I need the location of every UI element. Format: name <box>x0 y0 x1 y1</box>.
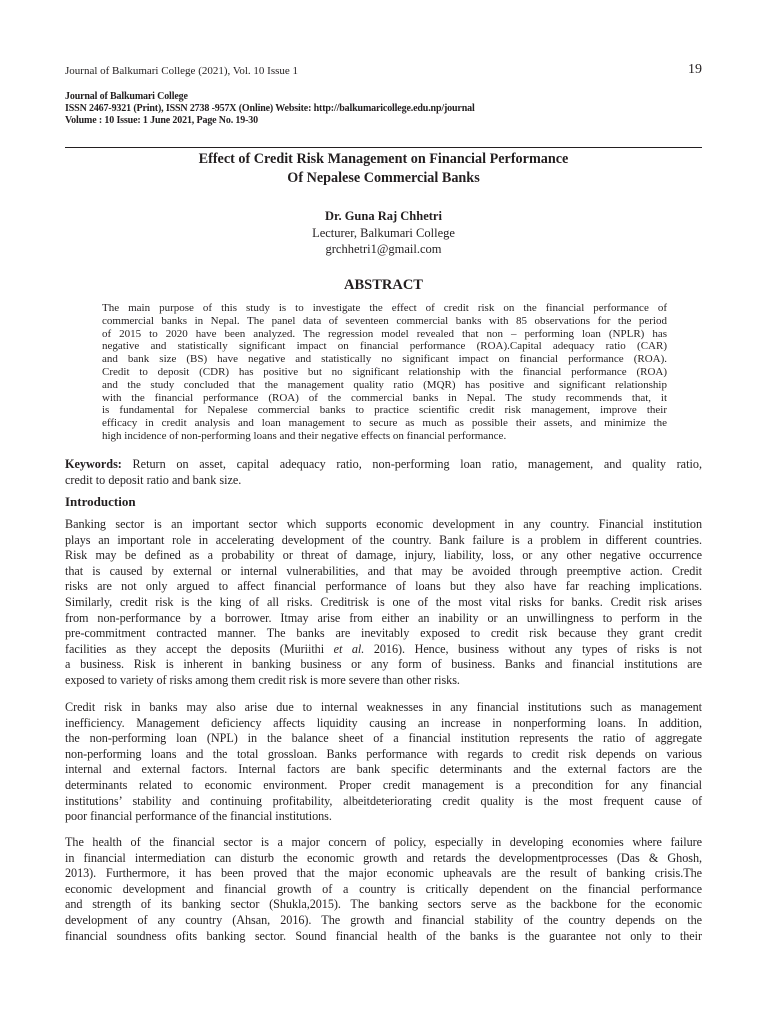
paragraph-line-citation <box>65 642 702 658</box>
running-journal-title: Journal of Balkumari College (2021), Vol. 10 Issue 1 <box>65 65 299 77</box>
paragraph-line: a business. Risk is inherent in banking business or any form of business. Banks and financial institutions are <box>65 657 702 672</box>
paragraph-line: from non-performance by a borrower. Itmay arise from either an inability or an unwillingness to perform in the <box>65 610 702 625</box>
paragraph-line: pre-commitment contracted manner. The banks are inevitably exposed to credit risk because they grant credit <box>65 626 702 641</box>
paragraph-line: risks are not only argued to affect financial performance of loans but they also have far reaching implications. <box>65 579 702 594</box>
abstract-line: efficacy in credit analysis and loan management to secure as much as possible their assets, and minimize the <box>102 417 667 430</box>
abstract-line: and the study concluded that the management quality ratio (MQR) has positive and significant relationship <box>102 378 667 391</box>
paragraph-line: exposed to variety of risks among them credit risk is more severe than other risks. <box>65 672 460 687</box>
paragraph-line: internal and external factors. Internal factors are bank specific determinants and the external factors are the <box>65 762 702 777</box>
paragraph-line: economic development and financial growth of a country is critically dependent on the financial performance <box>65 881 702 896</box>
title-line-2: Of Nepalese Commercial Banks <box>287 169 480 186</box>
keywords-label: Keywords: <box>65 457 122 471</box>
paragraph-line: determinants related to economic environment. Proper credit management is a precondition for any financial <box>65 777 702 792</box>
paragraph-line: Credit risk in banks may also arise due to internal weaknesses in any financial institutions such as management <box>65 700 702 714</box>
intro-paragraph-1 <box>65 517 702 689</box>
citation-after: 2016). Hence, business without any types of risks is not <box>364 641 702 656</box>
author-affiliation: Lecturer, Balkumari College <box>312 225 455 240</box>
paragraph-line: poor financial performance of the financial institutions. <box>65 809 332 824</box>
page-number: 19 <box>688 62 702 77</box>
paragraph-line: and strength of its banking sector (Shukla,2015). The banking sectors serve as the backbone for the economic <box>65 897 702 912</box>
keywords-text-2: credit to deposit ratio and bank size. <box>65 472 242 487</box>
paragraph-line: Banking sector is an important sector which supports economic development in any country. Financial institution <box>65 517 702 531</box>
author-block <box>65 208 702 258</box>
article-title <box>65 150 702 187</box>
issn-line: ISSN 2467-9321 (Print), ISSN 2738 -957X (Online) Website: http://balkumaricollege.edu.np/journal <box>65 103 475 114</box>
intro-paragraph-3 <box>65 835 702 944</box>
paragraph-line: the non-performing loan (NPL) in the balance sheet of a financial institution represents the ratio of aggregate <box>65 731 702 746</box>
journal-meta <box>65 91 475 127</box>
abstract-line: The main purpose of this study is to investigate the effect of credit risk on the financial performance of <box>102 302 667 314</box>
abstract-line: of 2015 to 2020 have been analyzed. The regression model revealed that non – performing loan (NPLR) has <box>102 327 667 340</box>
introduction-heading: Introduction <box>65 494 136 509</box>
title-line-1: Effect of Credit Risk Management on Financial Performance <box>198 151 569 167</box>
citation-before: facilities as they accept the deposits (Muriithi <box>65 641 334 656</box>
header-divider <box>65 147 702 148</box>
abstract-body <box>102 302 667 443</box>
volume-line: Volume : 10 Issue: 1 June 2021, Page No. 19-30 <box>65 115 259 126</box>
author-name: Dr. Guna Raj Chhetri <box>325 209 442 223</box>
citation-et-al: et al. <box>333 641 365 656</box>
paragraph-line: 2013). Furthermore, it has been proved that the major economic upheavals are the result of banking crisis.The <box>65 866 702 881</box>
abstract-line: and bank size (BS) have negative and statistically no significant impact on financial performance (ROA). <box>102 353 667 366</box>
paragraph-line: institutions’ stability and continuing profitability, albeitdeteriorating credit quality is the most frequent cause of <box>65 793 702 808</box>
paragraph-line: inefficiency. Management deficiency affects liquidity causing an increase in nonperforming loans. In addition, <box>65 715 702 730</box>
paragraph-line: in financial intermediation can disturb the economic growth and retards the developmentprocesses (Das & Ghosh, <box>65 850 702 865</box>
paragraph-line: development of any country (Ahsan, 2016). The growth and financial stability of the country depends on the <box>65 912 702 927</box>
abstract-heading: ABSTRACT <box>344 277 423 293</box>
paragraph-line: financial soundness ofits banking sector. Sound financial health of the banks is the guarantee not only to their <box>65 928 702 943</box>
paragraph-line: that is caused by external or internal vulnerabilities, and that may be avoided through preemptive action. Credit <box>65 563 702 578</box>
keywords-text-1: Return on asset, capital adequacy ratio, non-performing loan ratio, management, and quality ratio, <box>121 457 702 471</box>
keywords <box>65 457 702 488</box>
intro-paragraph-2 <box>65 700 702 825</box>
paragraph-line: Similarly, credit risk is the king of all risks. Creditrisk is one of the most vital risks for banks. Credit risk arises <box>65 594 702 609</box>
abstract-line: Credit to deposit (CDR) has positive but no significant relationship with the financial performance (ROA) <box>102 365 667 378</box>
journal-name: Journal of Balkumari College <box>65 91 188 102</box>
paragraph-line: non-performing loans and the total grossloan. Banks performance with regards to credit risk depends on various <box>65 746 702 761</box>
abstract-line: commercial banks in Nepal. The panel data of seventeen commercial banks with 85 observations for the period <box>102 314 667 327</box>
abstract-line: with the financial performance (ROA) of the commercial banks in Nepal. The study recommends that, it <box>102 391 667 404</box>
abstract-line: high incidence of non-performing loans and their negative effects on financial performance. <box>102 429 507 442</box>
paragraph-line: plays an important role in accelerating development of the country. Bank failure is a problem in different countries. <box>65 532 702 547</box>
paragraph-line: The health of the financial sector is a major concern of policy, especially in developing economies where failure <box>65 835 702 849</box>
author-email: grchhetri1@gmail.com <box>325 242 442 256</box>
abstract-line: is fundamental for Nepalese commercial banks to practice scientific credit risk management, improve their <box>102 404 667 417</box>
running-header <box>65 64 702 80</box>
abstract-line: negative and statistically significant impact on financial performance (ROA).Capital adequacy ratio (CAR) <box>102 340 667 353</box>
paragraph-line: Risk may be defined as a probability or threat of damage, injury, liability, loss, or any other negative occurrence <box>65 548 702 563</box>
